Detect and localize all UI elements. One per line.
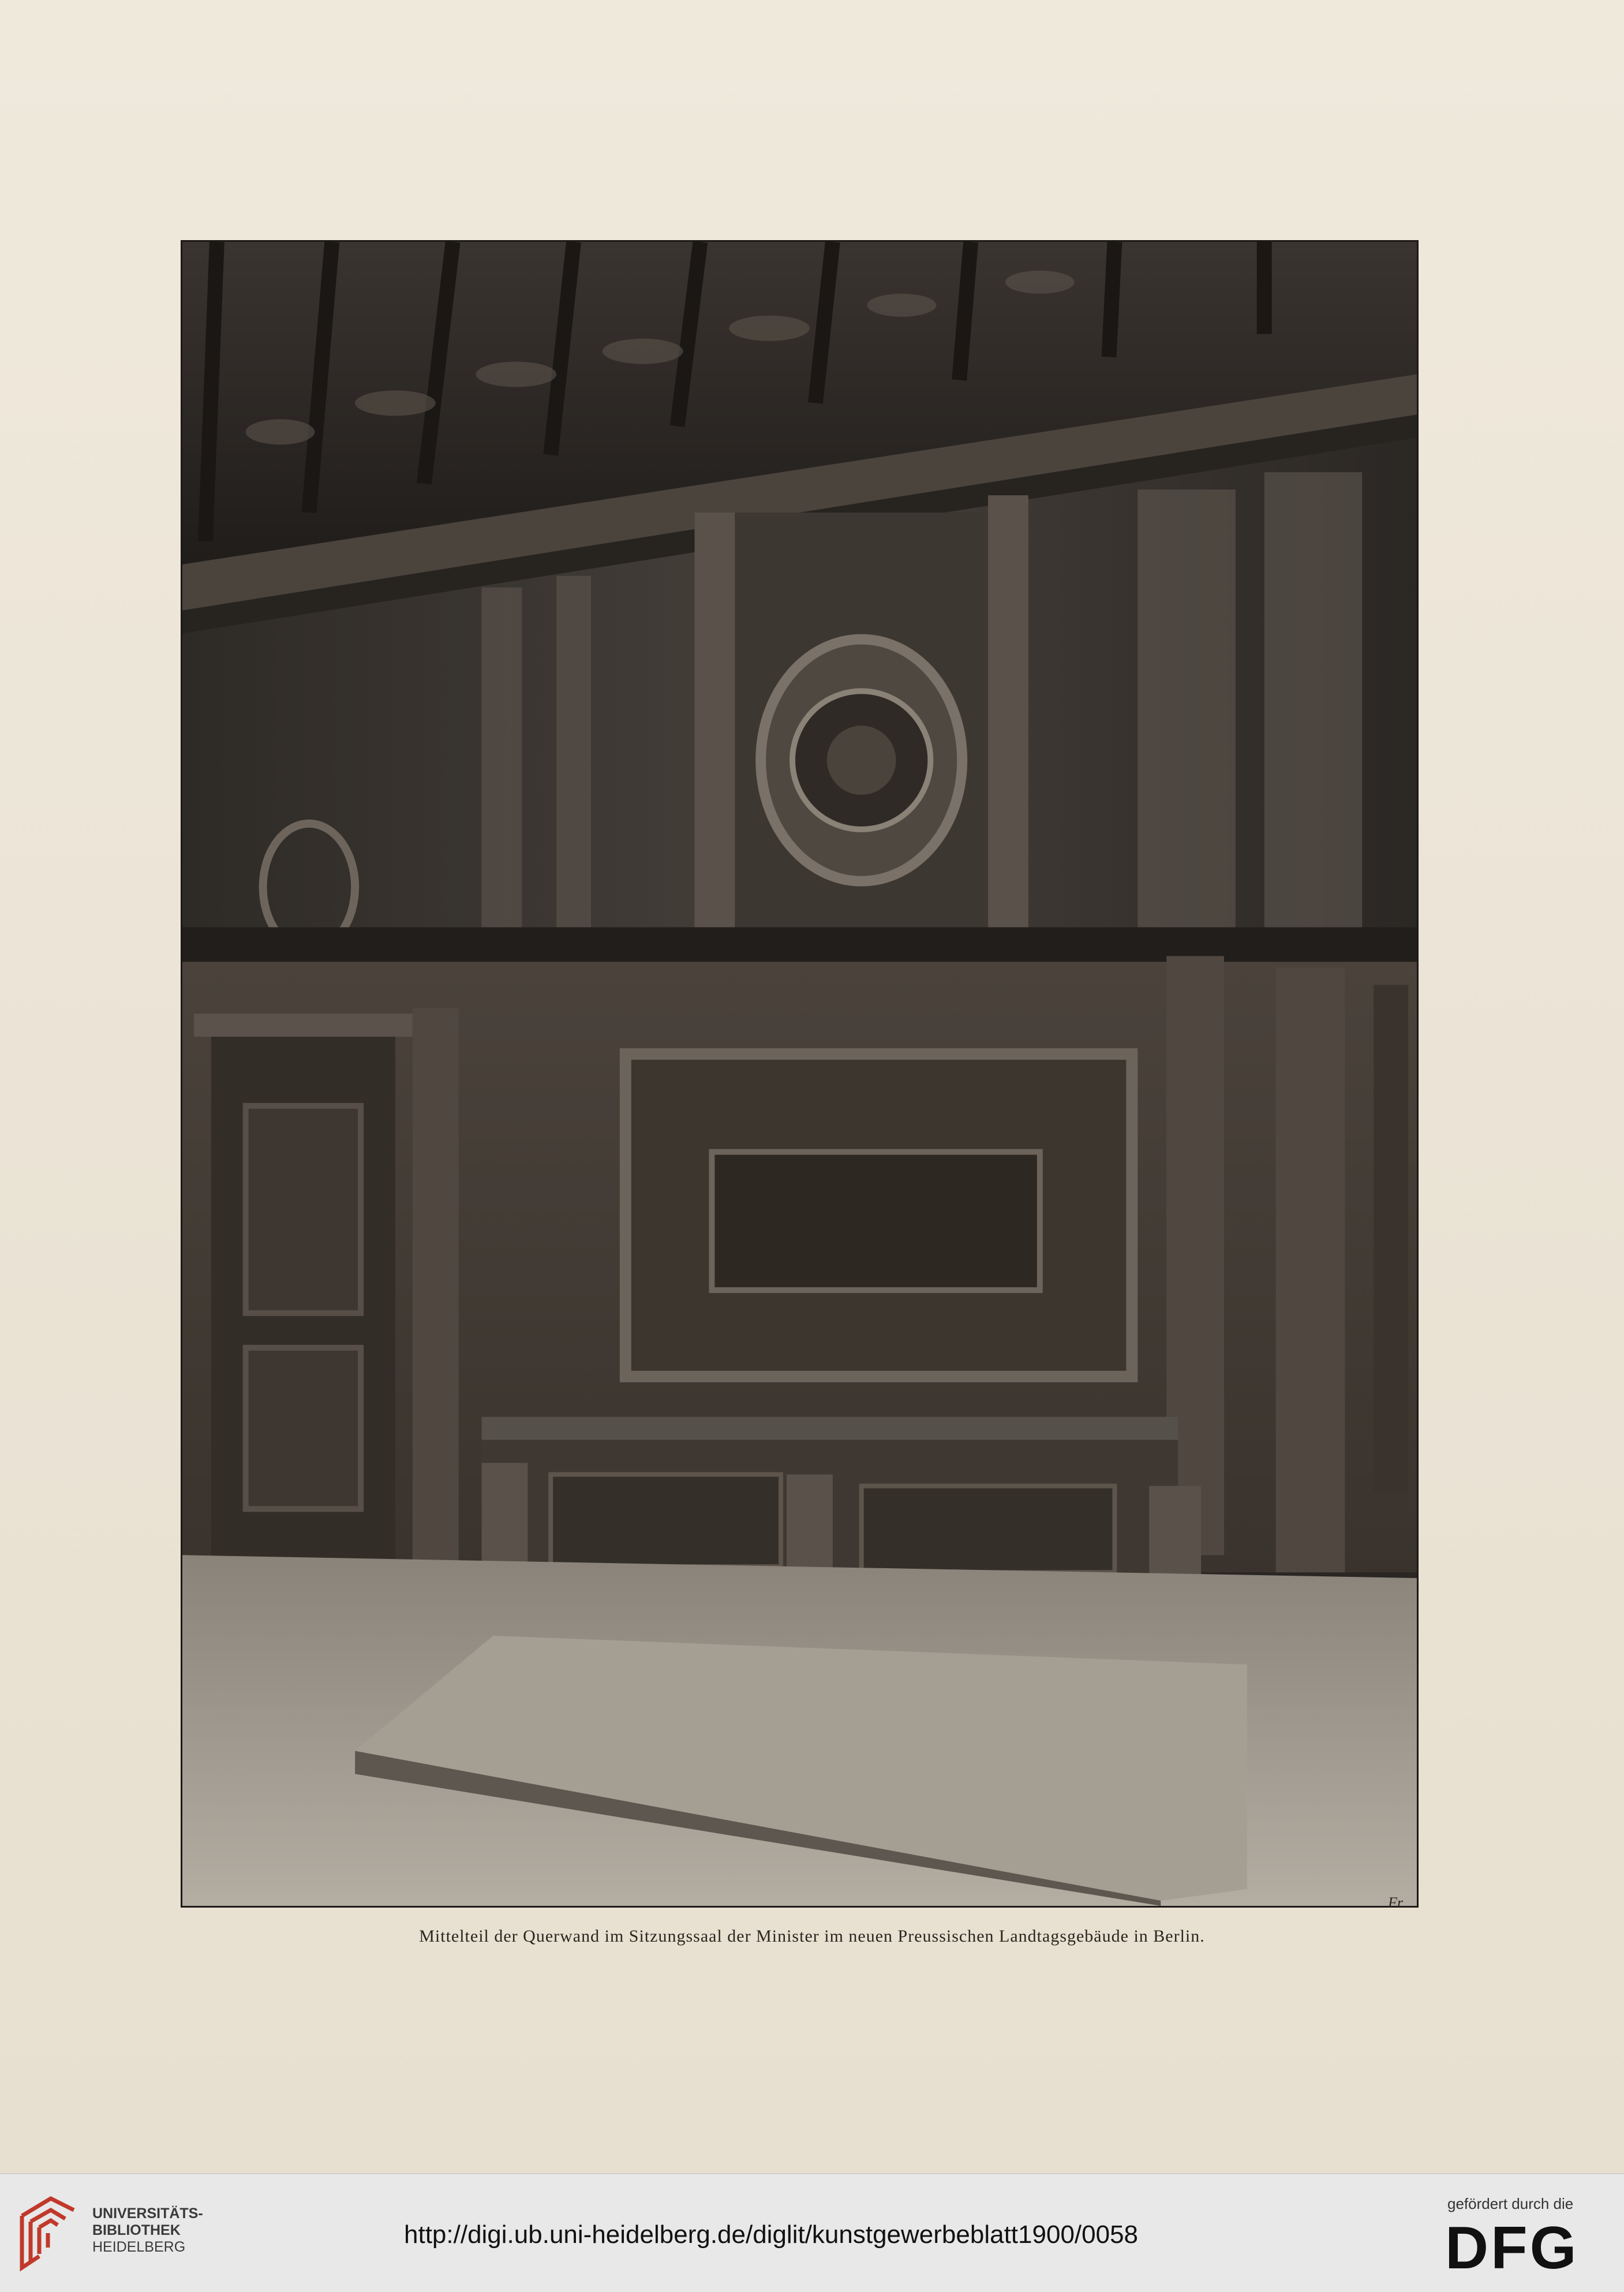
photo-caption: Mittelteil der Querwand im Sitzungssaal der Minister im neuen Preussischen Landtagsgebäude in Berlin. bbox=[419, 1927, 1205, 1946]
permalink-url[interactable]: http://digi.ub.uni-heidelberg.de/diglit/kunstgewerbeblatt1900/0058 bbox=[404, 2220, 1139, 2249]
engraver-mark: Fr bbox=[1388, 1894, 1403, 1911]
library-line-3: HEIDELBERG bbox=[92, 2239, 186, 2255]
library-line-2: BIBLIOTHEK bbox=[92, 2222, 181, 2238]
funding-label: gefördert durch die bbox=[1447, 2195, 1574, 2212]
university-library-logo-icon bbox=[16, 2193, 81, 2274]
photograph-plate bbox=[181, 240, 1419, 1908]
wall-paneling-photo bbox=[182, 242, 1417, 1906]
dfg-logo: DFG bbox=[1445, 2215, 1579, 2282]
library-line-1: UNIVERSITÄTS- bbox=[92, 2205, 203, 2222]
footer-bar bbox=[0, 2173, 1624, 2292]
library-name bbox=[92, 2205, 203, 2256]
